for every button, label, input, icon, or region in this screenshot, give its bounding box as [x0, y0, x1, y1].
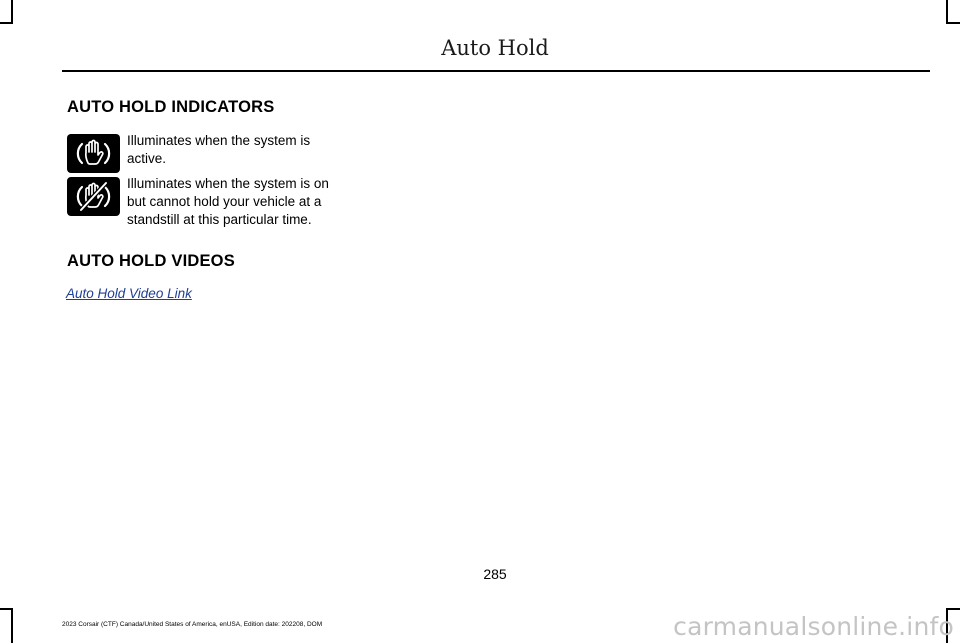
auto-hold-hand-crossed-icon [67, 177, 120, 216]
page-number: 285 [483, 566, 507, 582]
crop-mark-bottom-left-horizontal [0, 608, 13, 610]
auto-hold-hand-icon [67, 134, 120, 173]
crop-mark-top-left-horizontal [0, 22, 13, 24]
site-watermark: carmanualsonline.info [673, 612, 954, 641]
edition-footer: 2023 Corsair (CTF) Canada/United States of America, enUSA, Edition date: 202208, DOM [62, 621, 323, 628]
page-header-title: Auto Hold [441, 36, 549, 60]
header-divider [62, 70, 930, 72]
crop-mark-top-right-horizontal [946, 22, 960, 24]
videos-heading: AUTO HOLD VIDEOS [67, 252, 235, 270]
indicator-unavailable-description: Illuminates when the system is on but cannot hold your vehicle at a standstill at this particular time. [127, 176, 329, 227]
crop-mark-top-right-vertical [946, 0, 948, 24]
indicator-active-description: Illuminates when the system is active. [127, 133, 311, 166]
auto-hold-video-link[interactable]: Auto Hold Video Link [66, 286, 192, 301]
indicators-heading: AUTO HOLD INDICATORS [67, 98, 275, 116]
crop-mark-bottom-right-horizontal [946, 608, 960, 610]
crop-mark-bottom-left-vertical [11, 608, 13, 643]
crop-mark-top-left-vertical [11, 0, 13, 24]
